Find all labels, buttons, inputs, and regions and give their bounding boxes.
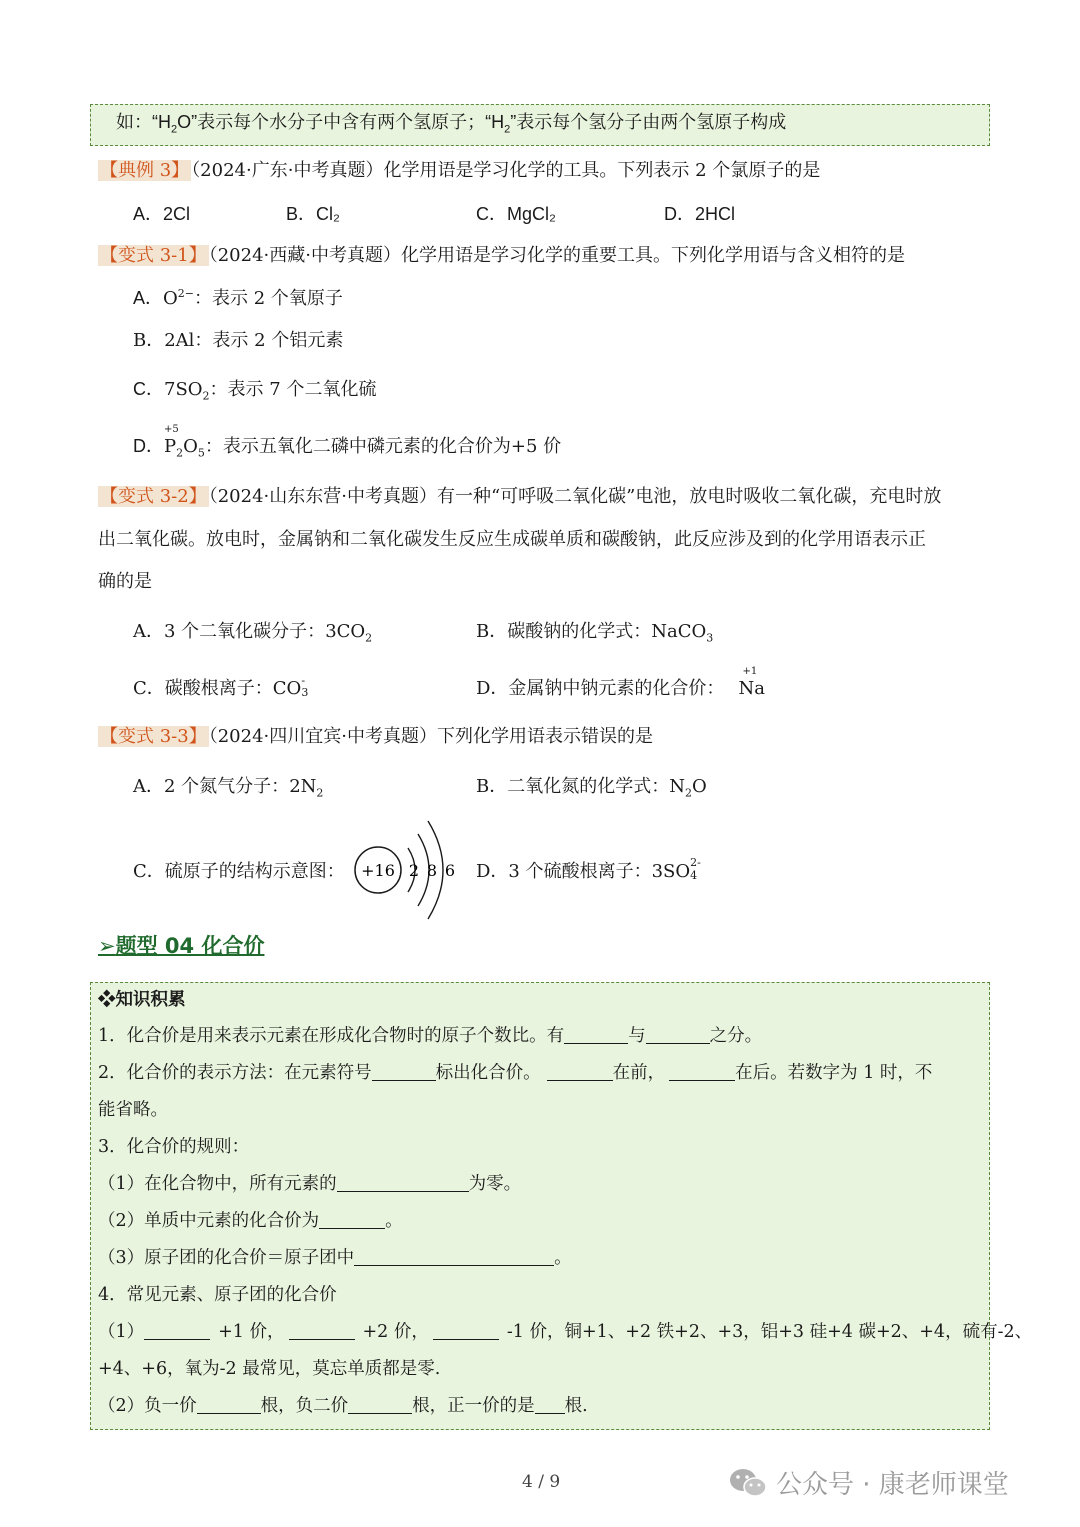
q33-tag: 【变式 3-3】	[100, 726, 207, 747]
q3-stem: 【典例 3】 （2024·广东·中考真题）化学用语是学习化学的工具。下列表示 2 个氯原子的是	[100, 160, 821, 181]
q33-option-b: B．二氧化氮的化学式：$N_2O$	[476, 776, 707, 800]
note-line: 如：“$H_2O$”表示每个水分子中含有两个氢原子；“$H_2$”表示每个氢分子由两个氢原子构成	[116, 112, 787, 136]
common-valence-2: （2）负一价 根，负二价 根，正一价的是 根.	[98, 1396, 588, 1416]
blank[interactable]	[547, 1062, 613, 1081]
blank[interactable]	[646, 1025, 710, 1044]
q32-stem-line1: 【变式 3-2】 （2024·山东东营·中考真题）有一种“可呼吸二氧化碳”电池，放电时吸收二氧化碳，充电时放	[100, 486, 942, 507]
q31-option-a: A．$O^{2-}$：表示 2 个氧原子	[133, 287, 343, 309]
q31-stem: 【变式 3-1】 （2024·西藏·中考真题）化学用语是学习化学的重要工具。下列化学用语与含义相符的是	[100, 245, 905, 266]
q31-option-d: D． +5 $P_2O_5$：表示五氧化二磷中磷元素的化合价为+5 价	[133, 424, 562, 460]
watermark: 公众号 · 康老师课堂	[728, 1464, 1009, 1501]
q33-stem: 【变式 3-3】 （2024·四川宜宾·中考真题）下列化学用语表示错误的是	[100, 726, 653, 747]
q3-option-a: A．2Cl	[133, 204, 191, 224]
blank[interactable]	[372, 1062, 436, 1081]
nucleus-charge: +16	[361, 861, 395, 880]
blank[interactable]	[289, 1321, 355, 1340]
shell-count-2: 8	[426, 861, 438, 880]
blank[interactable]	[564, 1025, 628, 1044]
shell-count-1: 2	[408, 861, 420, 880]
page-number: 4 / 9	[522, 1472, 561, 1492]
q32-option-b: B．碳酸钠的化学式：NaCO$_3$	[476, 621, 714, 645]
valence-mark: +1	[742, 666, 758, 677]
q32-option-a: A．3 个二氧化碳分子：$3CO_2$	[133, 621, 373, 645]
knowledge-line-3: 3．化合价的规则：	[98, 1137, 250, 1157]
q3-option-b: B．Cl₂	[286, 204, 340, 224]
sulfur-atom-diagram	[350, 818, 462, 922]
rule-1: （1）在化合物中，所有元素的 为零。	[98, 1174, 522, 1194]
q3-option-c: C．MgCl₂	[476, 204, 556, 224]
wechat-icon	[728, 1466, 768, 1500]
knowledge-line-2: 2．化合价的表示方法：在元素符号 标出化合价。 在前， 在后。若数字为 1 时，不	[98, 1063, 933, 1083]
q32-stem-line2: 出二氧化碳。放电时，金属钠和二氧化碳发生反应生成碳单质和碳酸钠，此反应涉及到的化学用语表示正	[98, 529, 926, 550]
blank[interactable]	[433, 1321, 499, 1340]
shell-count-3: 6	[444, 861, 456, 880]
blank[interactable]	[348, 1395, 412, 1414]
knowledge-line-1: 1．化合价是用来表示元素在形成化合物时的原子个数比。有 与 之分。	[98, 1026, 763, 1046]
arrow-icon: ➢	[98, 934, 116, 958]
q31-option-c: C．$7SO_2$：表示 7 个二氧化硫	[133, 379, 377, 403]
q32-tag: 【变式 3-2】	[100, 486, 207, 507]
common-valence-1: （1） +1 价， +2 价， -1 价，铜+1、+2 铁+2、+3，铝+3 硅+4 碳+2、+4，硫有-2、	[98, 1322, 1033, 1342]
q31-option-b: B．2Al：表示 2 个铝元素	[133, 330, 344, 351]
blank[interactable]	[197, 1395, 261, 1414]
q3-tag: 【典例 3】	[100, 160, 190, 181]
q32-stem-line3: 确的是	[98, 571, 152, 592]
blank[interactable]	[319, 1210, 385, 1229]
blank[interactable]	[669, 1062, 735, 1081]
q33-option-a: A．2 个氮气分子：$2N_2$	[133, 776, 324, 800]
q33-option-d: D．3 个硫酸根离子：3SO 2- 4	[476, 856, 701, 882]
q32-option-d: D．金属钠中钠元素的化合价： +1 Na	[476, 666, 765, 699]
rule-3: （3）原子团的化合价＝原子团中 。	[98, 1248, 572, 1268]
blank[interactable]	[354, 1247, 554, 1266]
common-valence-1b: +4、+6，氧为-2 最常见，莫忘单质都是零.	[98, 1359, 441, 1379]
knowledge-title: ❖知识积累	[98, 990, 186, 1010]
blank[interactable]	[337, 1173, 469, 1192]
rule-2: （2）单质中元素的化合价为 。	[98, 1211, 403, 1231]
section-heading: ➢题型 04 化合价	[98, 934, 265, 958]
blank[interactable]	[535, 1395, 565, 1414]
blank[interactable]	[144, 1321, 210, 1340]
q32-option-c: C．碳酸根离子：CO - 3	[133, 674, 309, 699]
knowledge-line-4: 4．常见元素、原子团的化合价	[98, 1285, 337, 1305]
q31-tag: 【变式 3-1】	[100, 245, 207, 266]
q3-option-d: D．2HCl	[664, 204, 736, 224]
knowledge-line-2b: 能省略。	[98, 1100, 168, 1120]
q33-option-c: C．硫原子的结构示意图：	[133, 861, 345, 882]
valence-mark: +5	[164, 424, 179, 435]
